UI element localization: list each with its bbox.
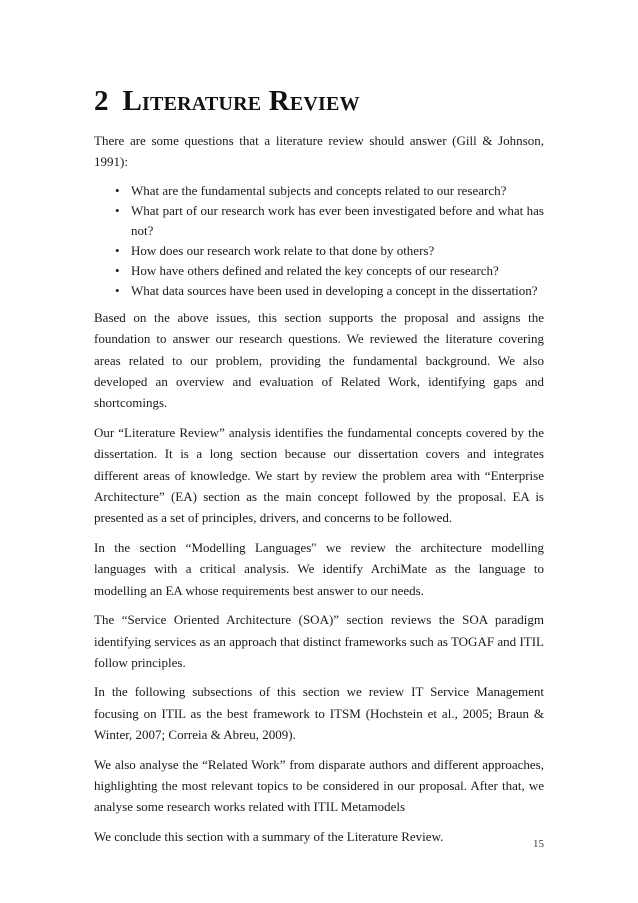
bullet: • [115,282,120,298]
list-item-text: What part of our research work has ever been investigated before and what has not? [131,202,544,238]
list-item-text: What are the fundamental subjects and concepts related to our research? [131,182,507,198]
body-paragraph: We conclude this section with a summary of the Literature Review. [94,828,444,844]
list-item-text: How does our research work relate to that done by others? [131,242,435,258]
page-content [94,84,544,855]
body-paragraph: The “Service Oriented Architecture (SOA)” section reviews the SOA paradigm identifying services as an approach that distinct frameworks such as TOGAF and ITIL follow principles. [94,612,544,670]
list-item-text: What data sources have been used in developing a concept in the dissertation? [131,282,538,298]
list-item [117,241,544,261]
list-item [117,281,544,301]
body-paragraph: Our “Literature Review” analysis identifies the fundamental concepts covered by the dissertation. It is a long section because our dissertation covers and integrates different areas of knowledge. We start by review the problem area with “Enterprise Architecture” (EA) section as the main concept followed by the proposal. EA is presented as a set of principles, drivers, and concerns to be followed. [94,424,544,526]
intro-paragraph: There are some questions that a literature review should answer (Gill & Johnson, 1991): [94,133,544,170]
chapter-title: Literature Review [122,85,360,117]
page-number: 15 [533,838,544,850]
questions-list [94,181,544,301]
chapter-heading [94,84,544,118]
body-paragraph: Based on the above issues, this section supports the proposal and assigns the foundation to answer our research questions. We reviewed the literature covering areas related to our problem, providing the fundamental background. We also developed an overview and evaluation of Related Work, identifying gaps and shortcomings. [94,309,544,411]
body-paragraph: In the section “Modelling Languages" we review the architecture modelling languages with a critical analysis. We identify ArchiMate as the language to modelling an EA whose requirements best answer to our needs. [94,539,544,598]
body-paragraph: We also analyse the “Related Work” from disparate authors and different approaches, highlighting the most relevant topics to be considered in our proposal. After that, we analyse some research works related with ITIL Metamodels [94,756,544,815]
bullet: • [115,182,120,198]
body-paragraph: In the following subsections of this section we review IT Service Management focusing on ITIL as the best framework to ITSM (Hochstein et al., 2005; Braun & Winter, 2007; Correia & Abreu, 2009). [94,684,544,743]
bullet: • [115,202,120,218]
bullet: • [115,262,120,278]
list-item-text: How have others defined and related the key concepts of our research? [131,262,499,278]
list-item [117,261,544,281]
list-item [117,181,544,201]
bullet: • [115,242,120,258]
chapter-number: 2 [94,85,109,117]
list-item [117,201,544,241]
